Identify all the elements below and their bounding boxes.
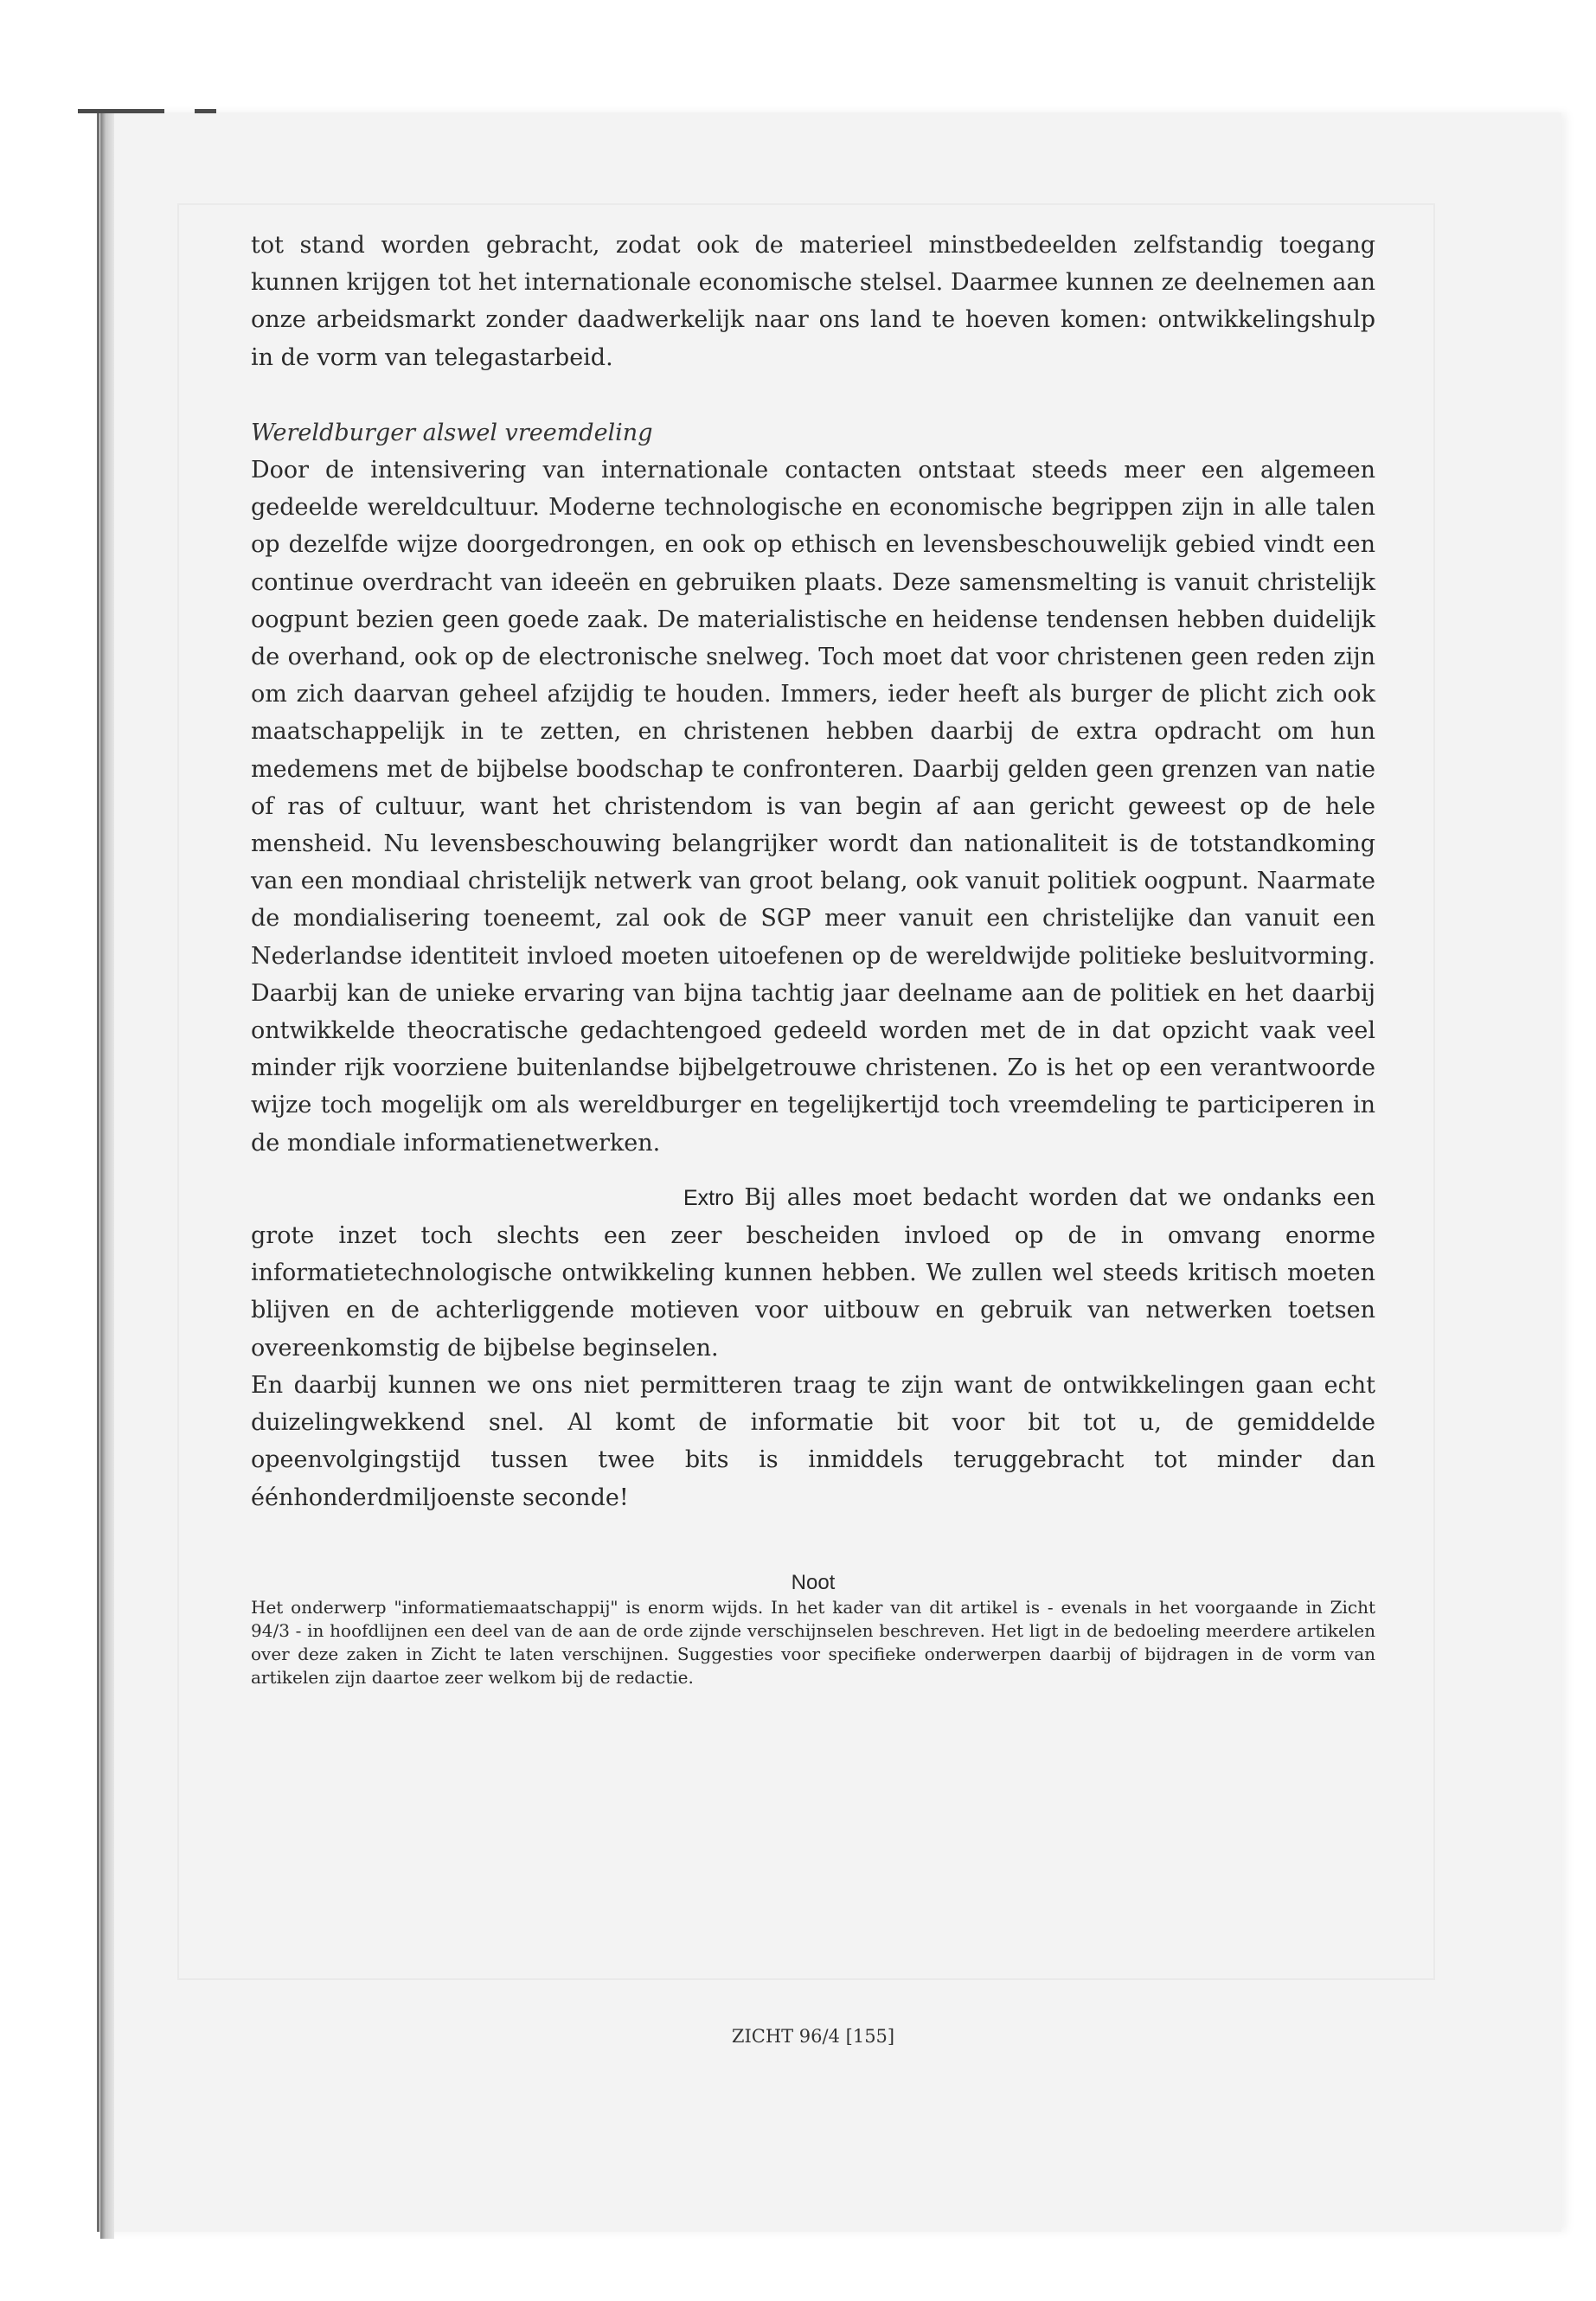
note-text: Het onderwerp "informatiemaatschappij" is enorm wijds. In het kader van dit artikel is - evenals in het voorgaande in Zicht 94/3 - in hoofdlijnen een deel van de aan de orde zijnde verschijnselen beschreven. Het ligt in de bedoeling meerdere artikelen over deze zaken in Zicht te laten verschijnen. Suggesties voor specifieke onderwerpen daarbij of bijdragen in de vorm van artikelen zijn daartoe zeer welkom bij de redactie. — [251, 1596, 1375, 1688]
page-footer: ZICHT 96/4 [155] — [731, 2026, 895, 2047]
binding-spine — [100, 111, 114, 2239]
binding-mark — [78, 109, 164, 113]
extro-text: Bij alles moet bedacht worden dat we ondanks een grote inzet toch slechts een zeer bescheiden invloed op de in omvang enorme informatietechnologische ontwikkeling kunnen hebben. We zullen wel steeds kritisch moeten blijven en de achterliggende motieven voor uitbouw en gebruik van netwerken toetsen overeenkomstig de bijbelse beginselen. — [251, 1183, 1375, 1362]
article-column — [251, 227, 1375, 1689]
binding-mark — [195, 109, 216, 113]
closing-paragraph: En daarbij kunnen we ons niet permitteren traag te zijn want de ontwikkelingen gaan echt duizelingwekkend snel. Al komt de informatie bit voor bit tot u, de gemiddelde opeenvolgingstijd tussen twee bits is inmiddels teruggebracht tot minder dan éénhonderdmiljoenste seconde! — [251, 1371, 1375, 1511]
intro-paragraph: tot stand worden gebracht, zodat ook de materieel minstbedeelden zelfstandig toegang kunnen krijgen tot het internationale economische stelsel. Daarmee kunnen ze deelnemen aan onze arbeidsmarkt zonder daadwerkelijk naar ons land te hoeven komen: ontwikkelingshulp in de vorm van telegastarbeid. — [251, 232, 1375, 371]
section-paragraph: Door de intensivering van internationale contacten ontstaat steeds meer een algemeen gedeelde wereldcultuur. Moderne technologische en economische begrippen zijn in alle talen op dezelfde wijze doorgedrongen, en ook op ethisch en levensbeschouwelijk gebied vindt een continue overdracht van ideeën en gebruiken plaats. Deze samensmelting is vanuit christelijk oogpunt bezien geen goede zaak. De materialistische en heidense tendensen hebben duidelijk de overhand, ook op de electronische snelweg. Toch moet dat voor christenen geen reden zijn om zich daarvan geheel afzijdig te houden. Immers, ieder heeft als burger de plicht zich ook maatschappelijk in te zetten, en christenen hebben daarbij de extra opdracht om hun medemens met de bijbelse boodschap te confronteren. Daarbij gelden geen grenzen van natie of ras of cultuur, want het christendom is van begin af aan gericht geweest op de hele mensheid. Nu levensbeschouwing belangrijker wordt dan nationaliteit is de totstandkoming van een mondiaal christelijk netwerk van groot belang, ook vanuit politiek oogpunt. Naarmate de mondialisering toeneemt, zal ook de SGP meer vanuit een christelijke dan vanuit een Nederlandse identiteit invloed moeten uitoefenen op de wereldwijde politieke besluitvorming. Daarbij kan de unieke ervaring van bijna tachtig jaar deelname aan de politiek en het daarbij ontwikkelde theocratische gedachtengoed gedeeld worden met de in dat opzicht vaak veel minder rijk voorziene buitenlandse bijbelgetrouwe christenen. Zo is het op een verantwoorde wijze toch mogelijk om als wereldburger en tegelijkertijd toch vreemdeling te participeren in de mondiale informatienetwerken. — [251, 457, 1375, 1157]
note-title: Noot — [791, 1570, 836, 1594]
section-heading: Wereldburger alswel vreemdeling — [251, 419, 653, 446]
extro-label: Extro — [683, 1185, 734, 1210]
extro-paragraph — [251, 1179, 1375, 1367]
